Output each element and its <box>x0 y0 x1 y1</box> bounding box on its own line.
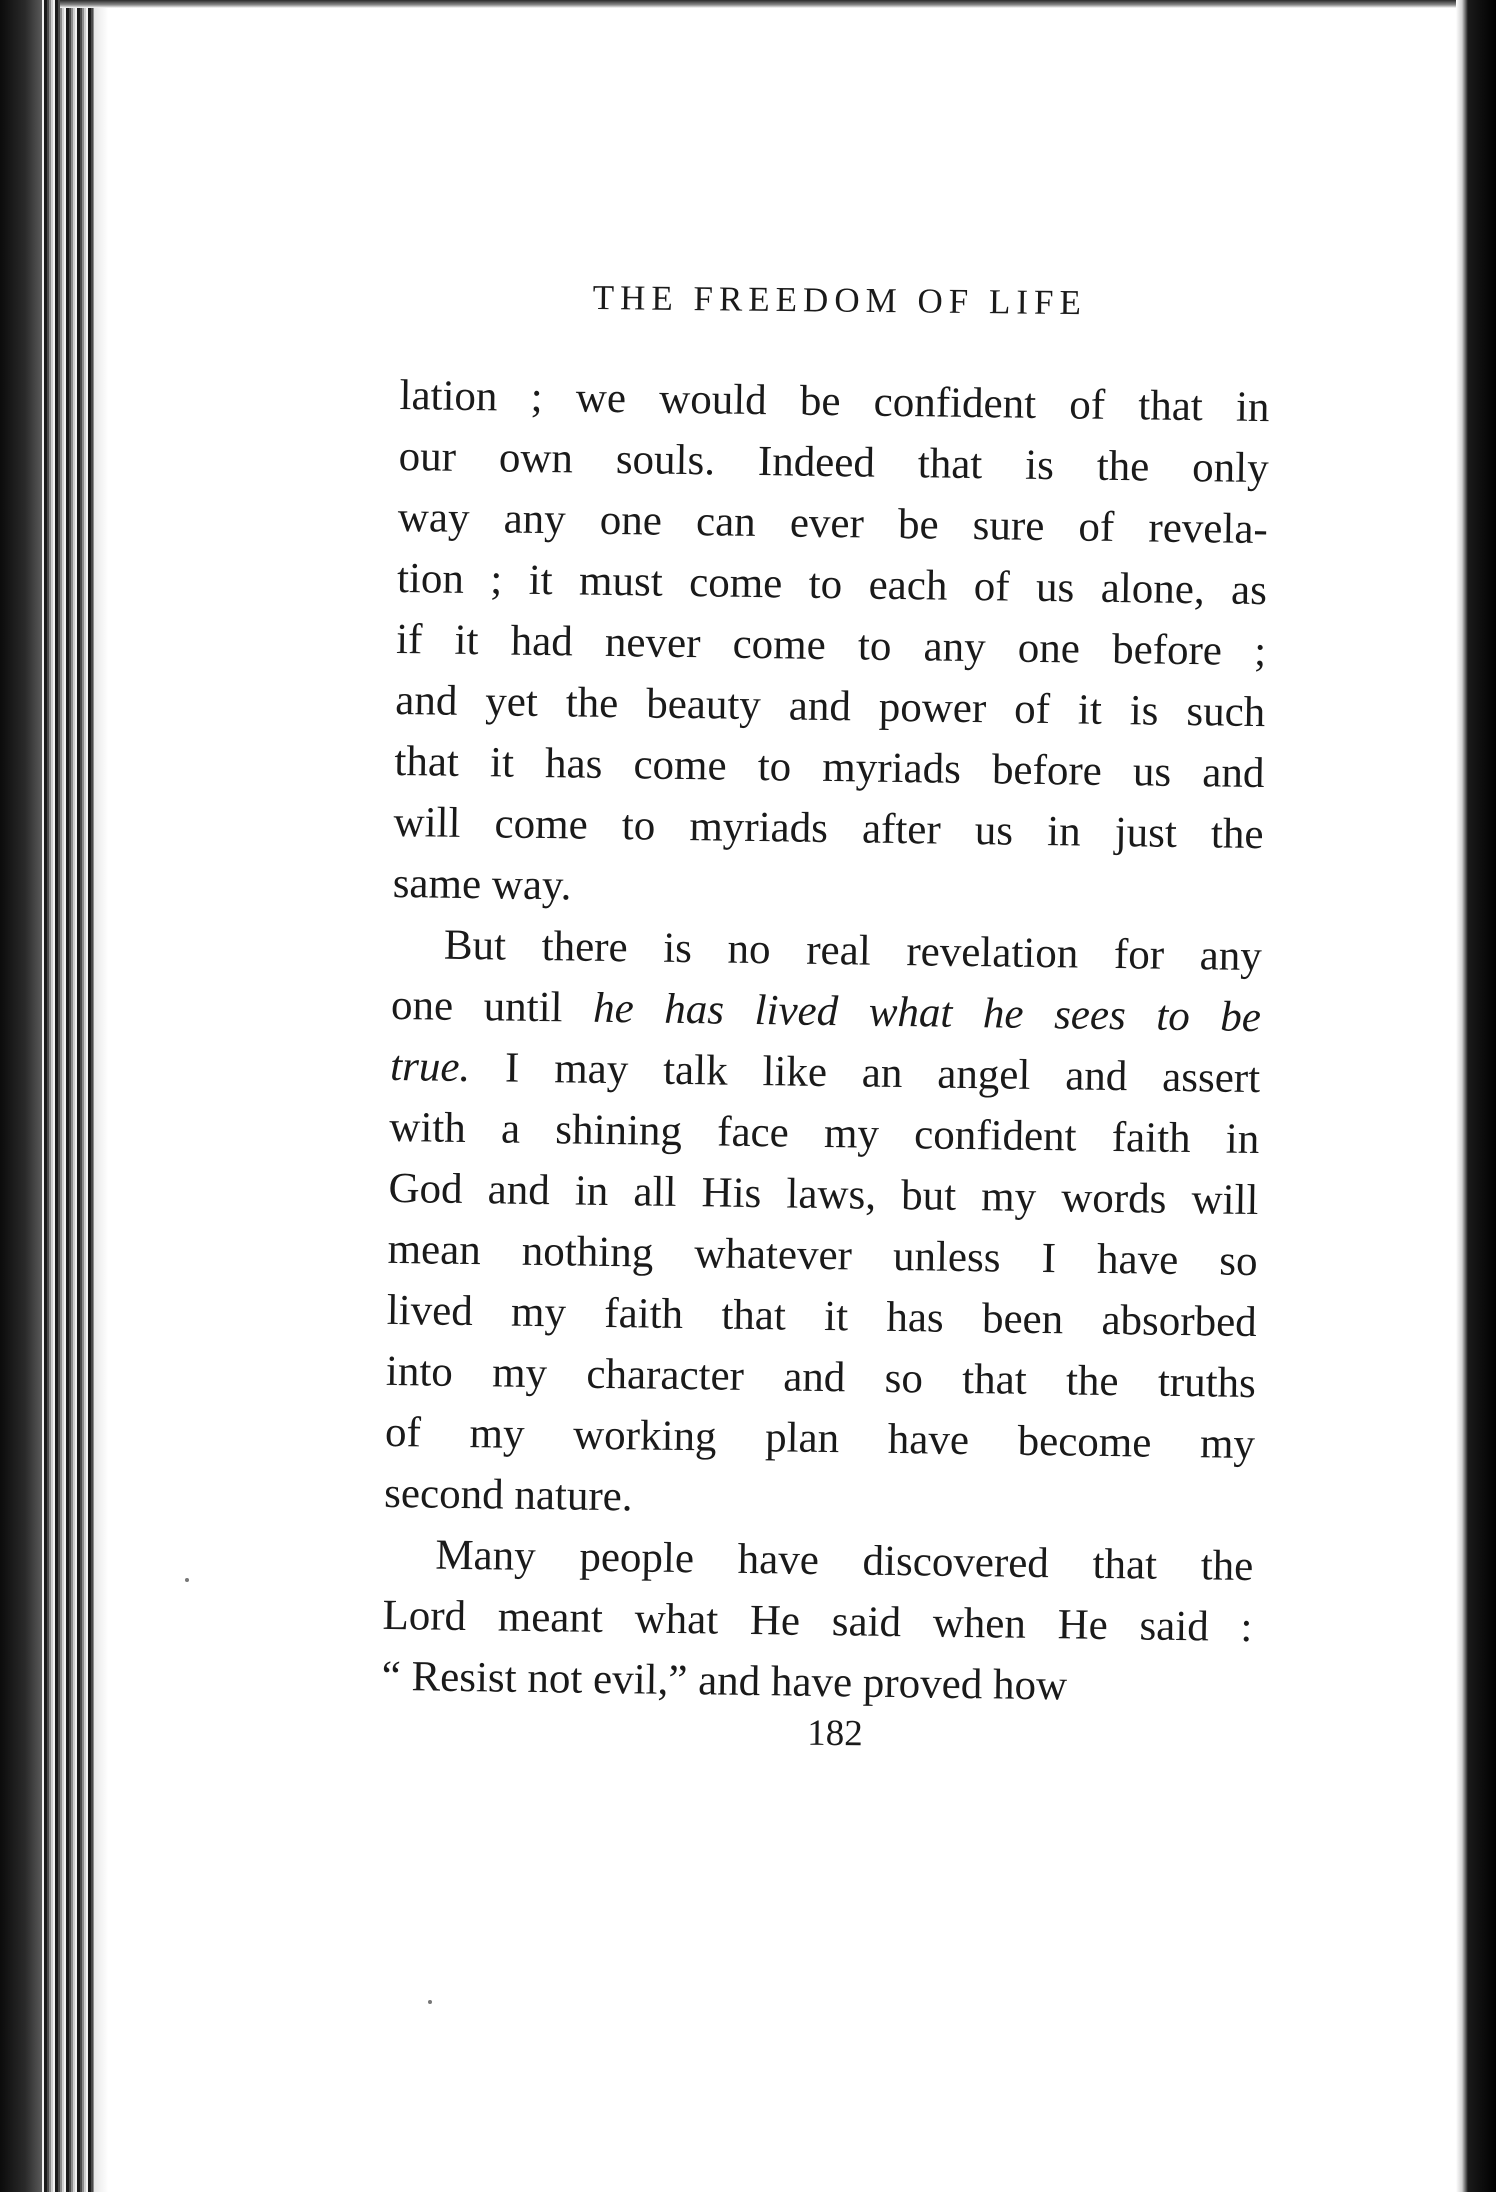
text-run: I may talk like an angel and assert <box>469 1044 1261 1103</box>
paper-speck <box>185 1578 189 1582</box>
text-line: Lord meant what He said when He said : <box>382 1591 1253 1652</box>
paper-speck <box>428 2000 432 2004</box>
paragraph <box>381 1524 1253 1719</box>
text-line: But there is no real revelation for any <box>443 921 1263 981</box>
text-run: one until <box>390 981 594 1032</box>
top-page-edge <box>60 0 1496 8</box>
text-line: God and in all His laws, but my words will <box>388 1164 1259 1225</box>
italic-emphasis: true. <box>389 1042 471 1092</box>
text-line: same way. <box>392 859 572 910</box>
text-line: into my character and so that the truths <box>385 1347 1257 1408</box>
text-line: second nature. <box>383 1469 633 1521</box>
text-line: and yet the beauty and power of it is such <box>394 676 1266 737</box>
text-line: Many people have discovered that the <box>435 1531 1254 1591</box>
body-text <box>381 365 1270 1719</box>
text-line: will come to myriads after us in just the <box>393 798 1264 859</box>
text-line: mean nothing whatever unless I have so <box>387 1225 1258 1286</box>
page-number: 182 <box>807 1712 863 1755</box>
text-line: lived my faith that it has been absorbed <box>386 1286 1258 1347</box>
text-line: “ Resist not evil,” and have proved how <box>381 1652 1068 1710</box>
right-page-edge <box>1456 0 1496 2192</box>
paragraph <box>392 365 1270 926</box>
paragraph <box>384 914 1262 1536</box>
text-line: if it had never come to any one before ; <box>395 615 1267 676</box>
page-edges <box>0 0 108 2192</box>
running-title: THE FREEDOM OF LIFE <box>592 278 1088 323</box>
text-line: our own souls. Indeed that is the only <box>398 432 1269 493</box>
text-line: way any one can ever be sure of revela- <box>397 493 1269 554</box>
text-line: lation ; we would be confident of that in <box>399 371 1270 432</box>
text-line: that it has come to myriads before us and <box>394 737 1265 798</box>
text-line: with a shining face my confident faith in <box>389 1103 1260 1164</box>
italic-emphasis: he has lived what he sees to be <box>592 984 1262 1042</box>
text-line: of my working plan have become my <box>384 1408 1256 1469</box>
text-line: tion ; it must come to each of us alone, as <box>396 554 1268 615</box>
